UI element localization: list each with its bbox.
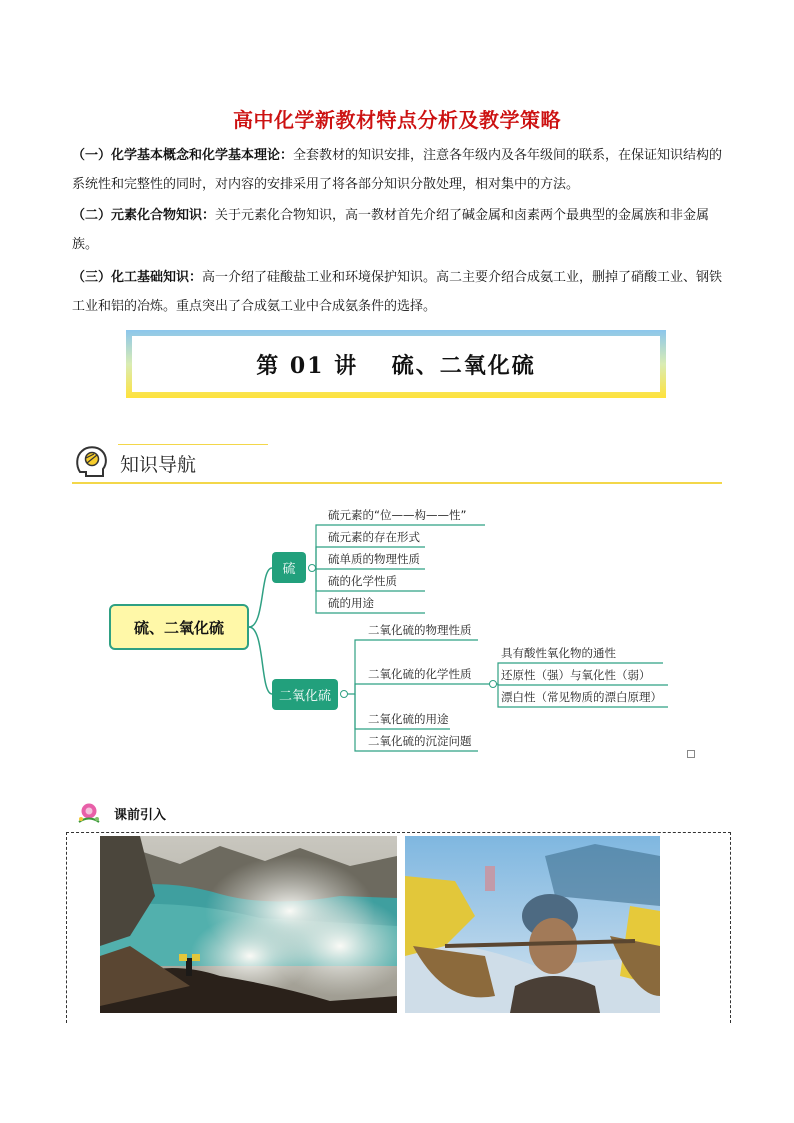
mindmap-leaf: 硫的用途 (328, 596, 374, 610)
lecture-title: 第 01 讲 硫、二氧化硫 (256, 352, 536, 379)
paragraph-label: （二）元素化合物知识： (72, 208, 216, 223)
crater-lake-photo (100, 836, 397, 1013)
header-underline (72, 482, 722, 484)
mindmap-leaf: 还原性（强）与氧化性（弱） (501, 668, 651, 682)
mindmap-root: 硫、二氧化硫 (109, 604, 249, 650)
mindmap-leaf: 硫元素的存在形式 (328, 530, 420, 544)
paragraph-text: 高一介绍了硅酸盐工业和环境保护知识。高二主要介绍合成氨工业，删掉了硝酸工业、钢铁工业和铝的冶炼。重点突出了合成氨工业中合成氨条件的选择。 (72, 270, 723, 314)
mindmap-leaf: 硫的化学性质 (328, 574, 397, 588)
mindmap-leaf: 二氧化硫的物理性质 (368, 623, 472, 637)
lecture-banner-inner (132, 336, 660, 392)
header-accent-line (118, 444, 268, 445)
paragraph-label: （三）化工基础知识： (72, 270, 203, 285)
knowledge-nav-title: 知识导航 (120, 454, 197, 476)
mindmap-leaf: 二氧化硫的化学性质 (368, 667, 472, 681)
knowledge-nav-header (72, 442, 722, 484)
mindmap-leaf: 二氧化硫的沉淀问题 (368, 734, 472, 748)
paragraph-text: 关于元素化合物知识，高一教材首先介绍了碱金属和卤素两个最典型的金属族和非金属族。 (72, 208, 710, 252)
paragraph-chemical-industry (72, 263, 724, 321)
lecture-banner (126, 330, 666, 398)
mindmap-leaf: 漂白性（常见物质的漂白原理） (501, 690, 662, 704)
mindmap-leaf: 具有酸性氧化物的通性 (501, 646, 616, 660)
paragraph-concepts (72, 141, 724, 199)
sulfur-miner-photo (405, 836, 660, 1013)
mindmap-leaf: 硫元素的“位——构——性” (328, 508, 467, 522)
flower-icon (76, 802, 102, 824)
document-title: 高中化学新教材特点分析及教学策略 (233, 108, 561, 132)
mindmap-leaf: 硫单质的物理性质 (328, 552, 420, 566)
paragraph-text: 全套教材的知识安排，注意各年级内及各年级间的联系，在保证知识结构的系统性和完整性的同时，对内容的安排采用了将各部分知识分散处理，相对集中的方法。 (72, 148, 723, 192)
mindmap-branch-sulfur: 硫 (272, 552, 306, 583)
intro-section-title: 课前引入 (114, 808, 167, 823)
mindmap-branch-so2: 二氧化硫 (272, 679, 338, 710)
mindmap-leaf: 二氧化硫的用途 (368, 712, 449, 726)
paragraph-elements (72, 201, 724, 259)
small-marker-icon (687, 750, 695, 758)
paragraph-label: （一）化学基本概念和化学基本理论： (72, 148, 294, 163)
lightbulb-head-icon (72, 442, 112, 482)
